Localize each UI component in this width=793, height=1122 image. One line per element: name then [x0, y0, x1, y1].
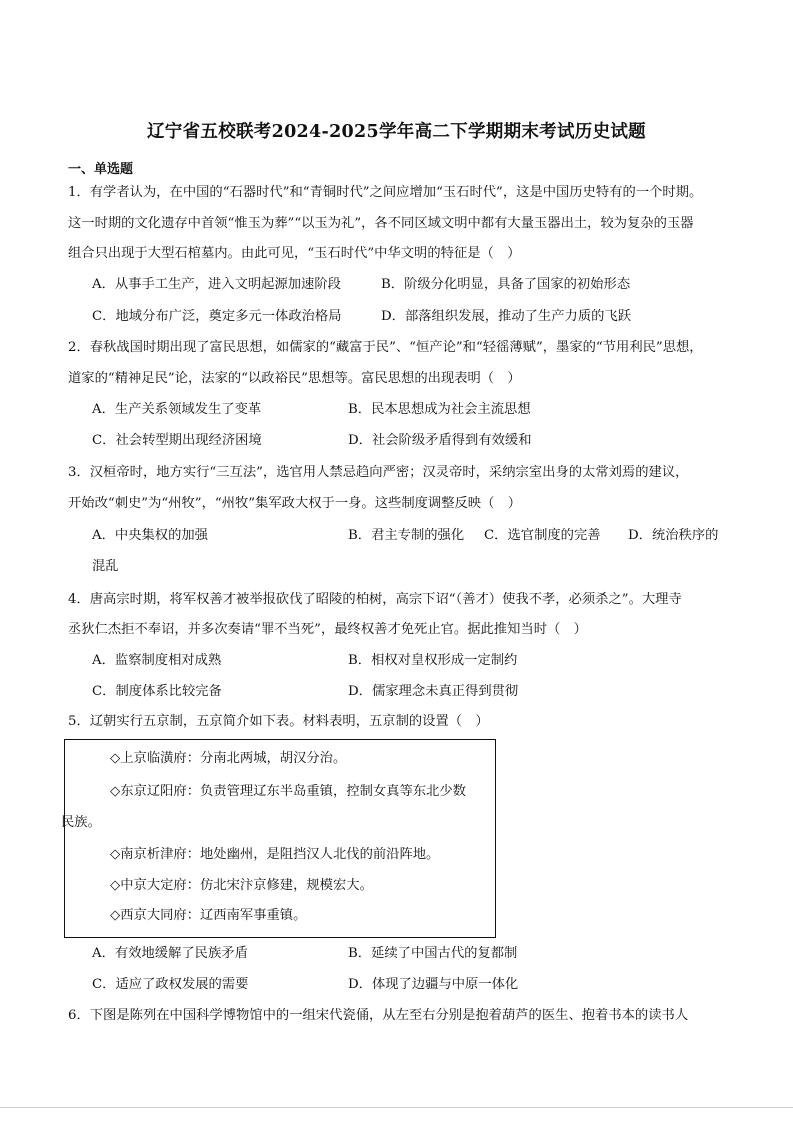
page-bottom-divider [0, 1107, 793, 1108]
question-1-line-2: 这一时期的文化遗存中首领“惟玉为葬”“以玉为礼”，各不同区域文明中都有大量玉器出土，较为复杂的玉器 [68, 216, 694, 231]
question-1-line-3: 组合只出现于大型石棺墓内。由此可见，“玉石时代”中华文明的特征是（ ） [68, 246, 521, 261]
material-line: 民族。 [61, 815, 101, 830]
question-3-option-c: C．选官制度的完善 [484, 528, 601, 543]
question-3-line-1: 3．汉桓帝时，地方实行“三互法”，选官用人禁忌趋向严密；汉灵帝时，采纳宗室出身的太常刘焉的建议， [68, 465, 689, 480]
material-line: ◇南京析津府：地处幽州，是阻挡汉人北伐的前沿阵地。 [110, 847, 440, 862]
question-1-option-c: C．地域分布广泛，奠定多元一体政治格局 [92, 309, 342, 324]
material-line: ◇中京大定府：仿北宋汴京修建，规模宏大。 [110, 878, 373, 893]
question-3-option-a: A．中央集权的加强 [92, 528, 208, 543]
question-5-option-c: C．适应了政权发展的需要 [92, 977, 249, 992]
material-line: ◇上京临潢府：分南北两城，胡汉分治。 [110, 751, 347, 766]
question-4-option-d: D．儒家理念未真正得到贯彻 [348, 684, 519, 699]
question-5-option-d: D．体现了边疆与中原一体化 [348, 977, 519, 992]
section-heading: 一、单选题 [68, 162, 134, 177]
question-2-option-c: C．社会转型期出现经济困境 [92, 433, 262, 448]
question-3-option-d-continued: 混乱 [92, 559, 119, 574]
question-4-line-2: 丞狄仁杰拒不奉诏，并多次奏请“罪不当死”，最终权善才免死止官。据此推知当时（ ） [68, 622, 587, 637]
question-4-line-1: 4．唐高宗时期，将军权善才被举报砍伐了昭陵的柏树，高宗下诏“（善才）使我不孝，必须杀之”。大理寺 [68, 592, 682, 607]
page-title: 辽宁省五校联考2024-2025学年高二下学期期末考试历史试题 [147, 122, 646, 142]
question-3-option-d: D．统治秩序的 [628, 528, 719, 543]
question-1-line-1: 1．有学者认为，在中国的“石器时代”和“青铜时代”之间应增加“玉石时代”，这是中国历史特有的一个时期。 [68, 185, 703, 200]
question-2-option-b: B．民本思想成为社会主流思想 [348, 402, 531, 417]
material-line: ◇东京辽阳府：负责管理辽东半岛重镇，控制女真等东北少数 [110, 784, 466, 799]
question-3-option-b: B．君主专制的强化 [348, 528, 465, 543]
question-1-option-b: B．阶级分化明显，具备了国家的初始形态 [381, 277, 631, 292]
question-2-line-2: 道家的“精神足民”论，法家的“以政裕民”思想等。富民思想的出现表明（ ） [68, 371, 521, 386]
question-4-option-b: B．相权对皇权形成一定制约 [348, 653, 518, 668]
question-3-line-2: 开始改“刺史”为“州牧”，“州牧”集军政大权于一身。这些制度调整反映（ ） [68, 496, 521, 511]
question-5-option-a: A．有效地缓解了民族矛盾 [92, 946, 248, 961]
question-5-option-b: B．延续了中国古代的复都制 [348, 946, 518, 961]
question-4-option-a: A．监察制度相对成熟 [92, 653, 222, 668]
question-2-option-d: D．社会阶级矛盾得到有效缓和 [348, 433, 532, 448]
question-2-option-a: A．生产关系领域发生了变革 [92, 402, 262, 417]
question-6-line-1: 6．下图是陈列在中国科学博物馆中的一组宋代瓷俑，从左至右分别是抱着葫芦的医生、抱着书本的读书人 [68, 1008, 689, 1023]
question-2-line-1: 2．春秋战国时期出现了富民思想，如儒家的“藏富于民”、“恒产论”和“轻徭薄赋”，墨家的“节用利民”思想， [68, 340, 703, 355]
material-line: ◇西京大同府：辽西南军事重镇。 [110, 908, 307, 923]
question-4-option-c: C．制度体系比较完备 [92, 684, 222, 699]
question-1-option-a: A．从事手工生产，进入文明起源加速阶段 [92, 277, 341, 292]
question-5-line-1: 5．辽朝实行五京制，五京简介如下表。材料表明，五京制的设置（ ） [68, 714, 489, 729]
question-1-option-d: D．部落组织发展，推动了生产力质的飞跃 [381, 309, 632, 324]
material-box [61, 739, 496, 938]
